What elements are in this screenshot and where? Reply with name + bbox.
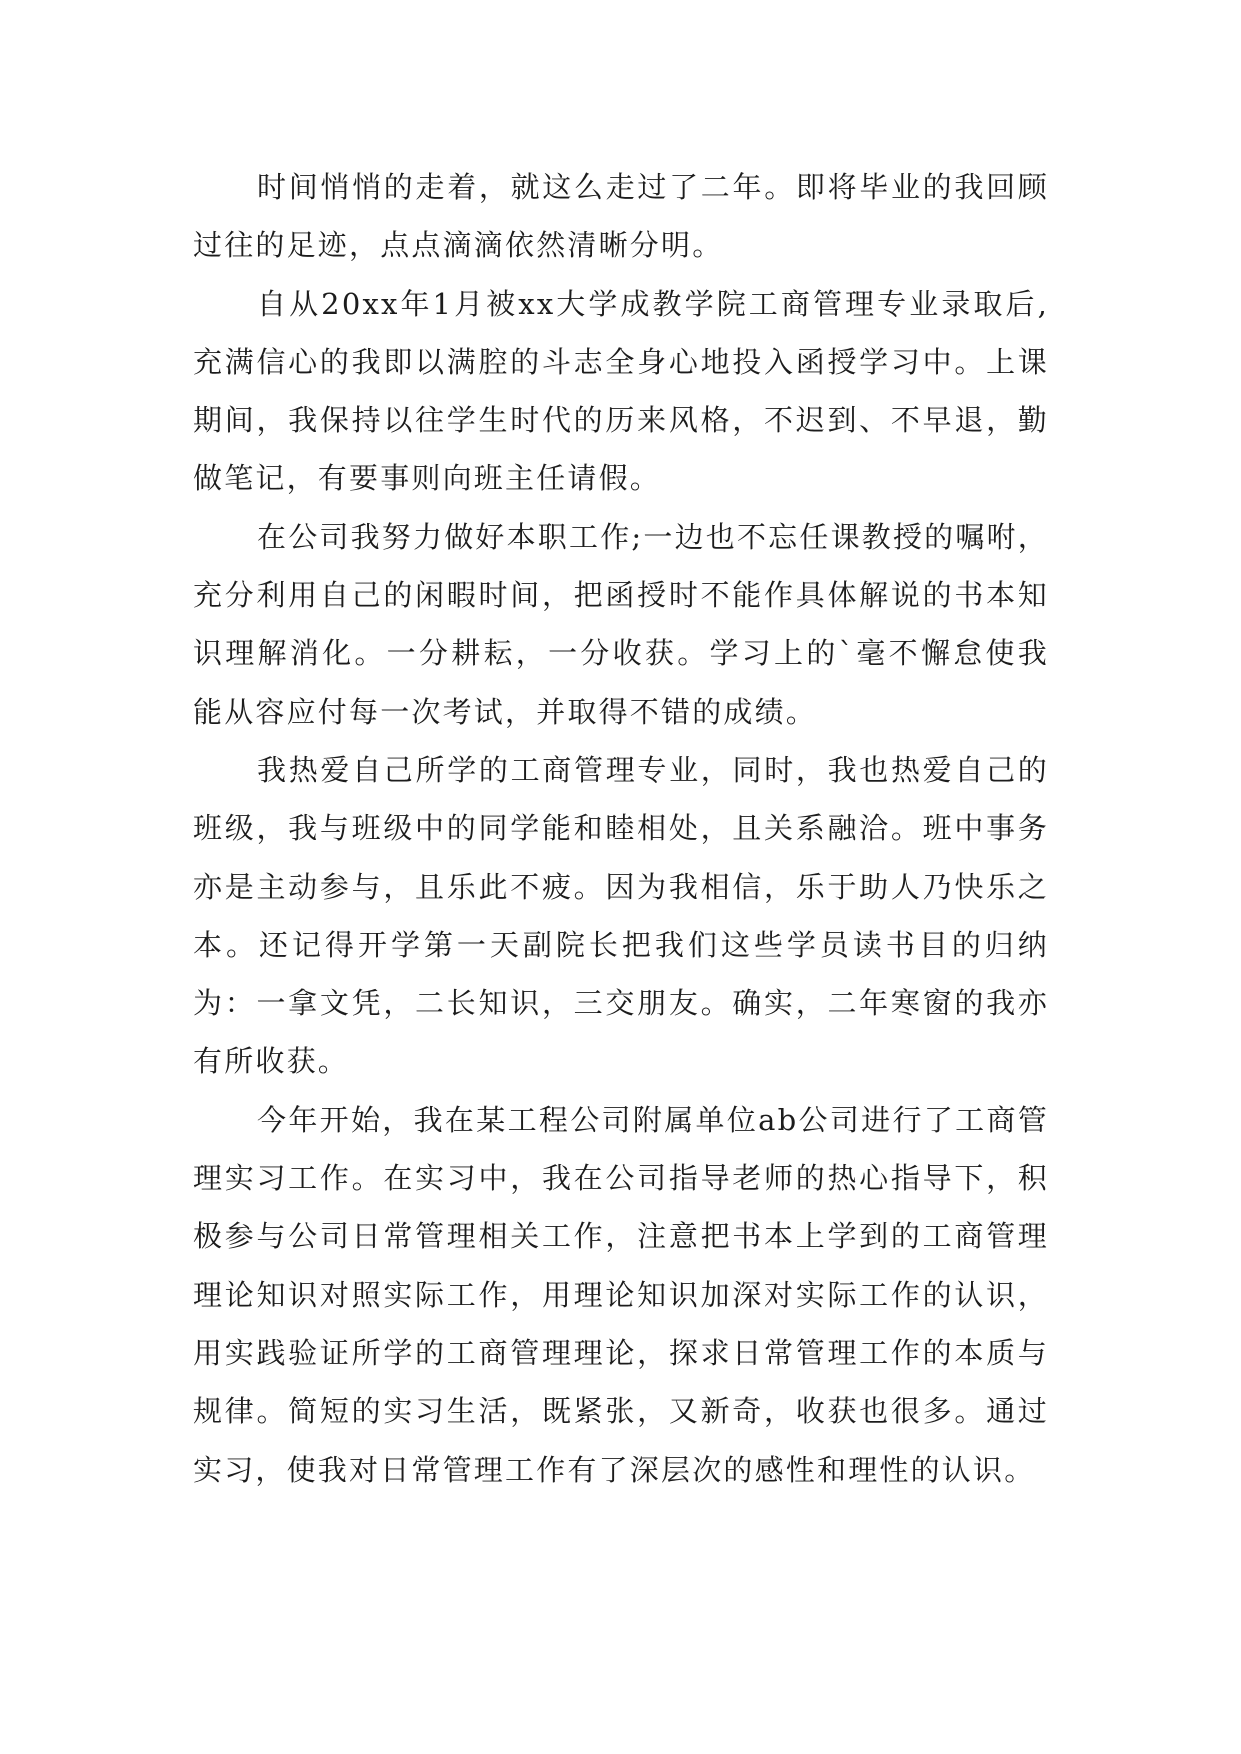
document-body — [193, 158, 1049, 1499]
paragraph-5: 今年开始，我在某工程公司附属单位ab公司进行了工商管理实习工作。在实习中，我在公司指导老师的热心指导下，积极参与公司日常管理相关工作，注意把书本上学到的工商管理理论知识对照实际工作，用理论知识加深对实际工作的认识，用实践验证所学的工商管理理论，探求日常管理工作的本质与规律。简短的实习生活，既紧张，又新奇，收获也很多。通过实习，使我对日常管理工作有了深层次的感性和理性的认识。 — [193, 1102, 1049, 1487]
paragraph-1: 时间悄悄的走着，就这么走过了二年。即将毕业的我回顾过往的足迹，点点滴滴依然清晰分明。 — [193, 170, 1049, 263]
paragraph-2: 自从20xx年1月被xx大学成教学院工商管理专业录取后,充满信心的我即以满腔的斗志全身心地投入函授学习中。上课期间，我保持以往学生时代的历来风格，不迟到、不早退，勤做笔记，有要事则向班主任请假。 — [193, 286, 1049, 496]
paragraph-4: 我热爱自己所学的工商管理专业，同时，我也热爱自己的班级，我与班级中的同学能和睦相处，且关系融洽。班中事务亦是主动参与，且乐此不疲。因为我相信，乐于助人乃快乐之本。还记得开学第一天副院长把我们这些学员读书目的归纳为：一拿文凭，二长知识，三交朋友。确实，二年寒窗的我亦有所收获。 — [193, 752, 1049, 1079]
paragraph-3: 在公司我努力做好本职工作;一边也不忘任课教授的嘱咐，充分利用自己的闲暇时间，把函授时不能作具体解说的书本知识理解消化。一分耕耘，一分收获。学习上的`毫不懈怠使我能从容应付每一次考试，并取得不错的成绩。 — [193, 519, 1049, 729]
